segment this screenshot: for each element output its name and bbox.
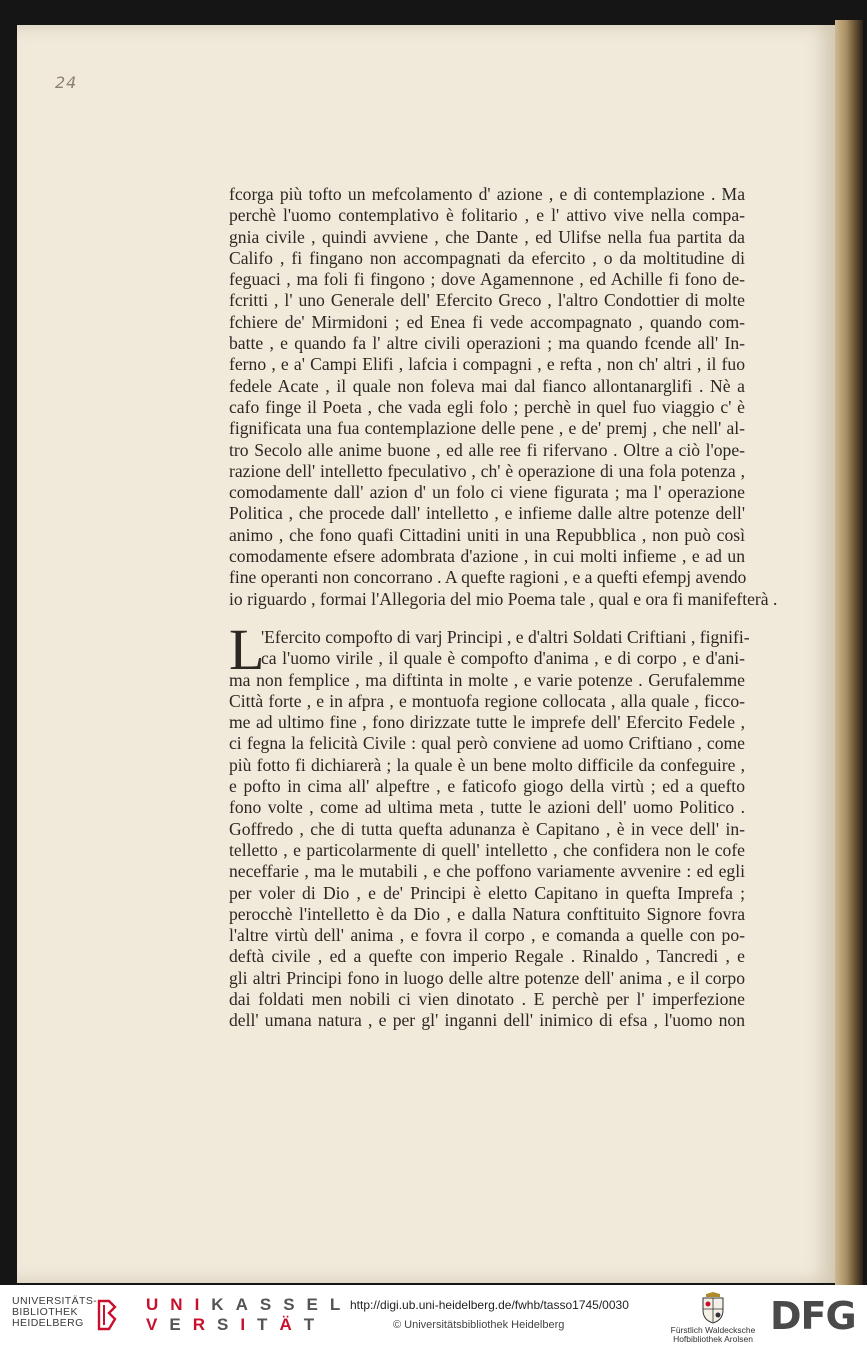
kassel-letter: V — [146, 1315, 170, 1334]
paragraph-1 — [229, 184, 778, 610]
text-line: Politica , che procede dall' intelletto , e infieme dalle altre potenze dell' — [229, 503, 745, 524]
heidelberg-logo-icon — [95, 1297, 121, 1333]
arolsen-library-name — [668, 1326, 758, 1344]
text-line: telletto , e particolarmente di quell' intelletto , che confidera non le cofe — [229, 839, 745, 860]
kassel-letter: K — [211, 1295, 236, 1314]
text-line: me ad ultimo fine , fono dirizzate tutte le imprefe dell' Efercito Fedele , — [229, 712, 745, 733]
text-line: fedele Acate , il quale non foleva mai dal fianco allontanarglifi . Nè a — [229, 375, 745, 396]
kassel-letter: A — [235, 1295, 260, 1314]
kassel-letter: S — [216, 1315, 241, 1334]
page-edge — [835, 20, 863, 1285]
arolsen-crest-icon — [700, 1292, 726, 1324]
kassel-bottom-row — [146, 1315, 352, 1335]
text-line: fcorga più tofto un mefcolamento d' azione , e di contemplazione . Ma — [229, 184, 745, 204]
kassel-letter: N — [170, 1295, 195, 1314]
text-line: dai foldati men nobili ci vien dinotato . E perchè per l' imperfezione — [229, 989, 745, 1010]
paragraph-2 — [229, 617, 750, 1032]
text-line: tro Secolo alle anime buone , ed alle ree fi rifervano . Oltre a ciò l'ope- — [229, 439, 745, 460]
text-line: ma non femplice , ma diftinta in molte , e varie potenze . Gerufalemme — [229, 669, 745, 690]
text-line: fine operanti non concorrano . A quefte ragioni , e a quefti efempj avendo — [229, 567, 747, 588]
text-line: cafo finge il Poeta , che vada egli folo ; perchè in quel fuo viaggio c' è — [229, 396, 745, 417]
text-line: comodamente dall' azion d' un folo ci viene figurata ; ma l' operazione — [229, 482, 745, 503]
kassel-letter: S — [283, 1295, 307, 1314]
source-url[interactable]: http://digi.ub.uni-heidelberg.de/fwhb/tasso1745/0030 — [350, 1298, 629, 1312]
text-line: gli altri Principi fono in luogo delle altre potenze dell' anima , e il corpo — [229, 967, 745, 988]
text-line: e pofto in cima all' alpeftre , e faticofo giogo della virtù ; ed a quefto — [229, 776, 745, 797]
kassel-letter: R — [192, 1315, 217, 1334]
footer-bar — [0, 1285, 867, 1347]
kassel-letter: U — [146, 1295, 171, 1314]
kassel-logo — [146, 1295, 352, 1335]
text-line: perocchè l'intelletto è da Dio , e dalla Natura conftituito Signore fovra — [229, 903, 745, 924]
text-line: per voler di Dio , e de' Principi è eletto Capitano in quefta Imprefa ; — [229, 882, 745, 903]
text-line: fignificata una fua contemplazione delle pene , e de' premj , che nell' al- — [229, 418, 745, 439]
text-line: neceffarie , ma le mutabili , e che poffono variamente avvenire : ed egli — [229, 861, 745, 882]
text-line: batte , e quando fa l' altre civili operazioni ; ma quando fcende all' In- — [229, 333, 745, 354]
arolsen-line: Fürstlich Waldecksche — [670, 1325, 756, 1335]
text-line: deftà civile , ed a quefte con imperio Regale . Rinaldo , Tancredi , e — [229, 946, 745, 967]
text-line: fchiere de' Mirmidoni ; ed Enea fi vede accompagnato , quando com- — [229, 311, 745, 332]
kassel-letter: Ä — [279, 1315, 304, 1334]
text-line: gnia civile , quindi avviene , che Dante , ed Ulifse nella fua partita da — [229, 226, 745, 247]
kassel-letter: S — [259, 1295, 284, 1314]
kassel-letter: I — [240, 1315, 258, 1334]
text-line: l'altre virtù dell' anima , e fovra il corpo , e comanda a quelle con po- — [229, 925, 745, 946]
text-line: comodamente efsere adombrata d'azione , in cui molti infieme , e ad un — [229, 546, 745, 567]
drop-cap: L — [229, 617, 265, 682]
kassel-letter: E — [169, 1315, 193, 1334]
heidelberg-line: UNIVERSITÄTS- — [12, 1295, 98, 1307]
folio-number: 24 — [55, 73, 78, 92]
arolsen-line: Hofbibliothek Arolsen — [673, 1334, 753, 1344]
heidelberg-library-name — [12, 1296, 97, 1329]
text-line: ferno , e a' Campi Elifi , lafcia i compagni , e refta , non ch' altri , il fuo — [229, 354, 745, 375]
kassel-top-row — [146, 1295, 352, 1315]
text-line: ci fegna la felicità Civile : qual però conviene ad uomo Criftiano , come — [229, 733, 745, 754]
text-line: dell' umana natura , e per gl' inganni dell' inimico di efsa , l'uomo non — [229, 1010, 745, 1031]
text-line: ca l'uomo virile , il quale è compofto d'anima , e di corpo , e d'ani- — [261, 648, 745, 669]
dfg-logo: DFG — [770, 1294, 856, 1338]
kassel-letter: T — [257, 1315, 280, 1334]
kassel-letter: E — [306, 1295, 330, 1314]
copyright-notice: © Universitätsbibliothek Heidelberg — [393, 1319, 565, 1331]
text-line: Califo , fi fingano non accompagnati da efercito , o da moltitudine di — [229, 247, 745, 268]
text-line: io riguardo , formai l'Allegoria del mio Poema tale , qual e ora fi manifefterà . — [229, 588, 778, 609]
text-line: feguaci , ma foli fi fingono ; dove Agamennone , ed Achille fi fono de- — [229, 269, 745, 290]
text-line: fono volte , come ad ultima meta , tutte le azioni dell' uomo Politico . — [229, 797, 745, 818]
text-line: animo , che fono quafi Cittadini uniti in una Repubblica , non può così — [229, 524, 745, 545]
kassel-letter: I — [194, 1295, 212, 1314]
text-line: 'Efercito compofto di varj Principi , e d'altri Soldati Criftiani , fignifi- — [261, 627, 750, 647]
heidelberg-line: BIBLIOTHEK — [12, 1306, 78, 1318]
text-line: Goffredo , che di tutta quefta adunanza è Capitano , è in vece dell' in- — [229, 818, 745, 839]
text-line: Città forte , e in afpra , e montuofa regione collocata , alla quale , ficco- — [229, 690, 745, 711]
text-line: perchè l'uomo contemplativo è folitario , e l' attivo vive nella compa- — [229, 205, 745, 226]
heidelberg-line: HEIDELBERG — [12, 1317, 84, 1329]
text-line: più fotto fi dichiarerà ; la quale è un bene molto difficile da confeguire , — [229, 754, 745, 775]
kassel-letter: L — [329, 1295, 353, 1314]
text-line: fcritti , l' uno Generale dell' Efercito Greco , l'altro Condottier di molte — [229, 290, 745, 311]
text-line: razione dell' intelletto fpeculativo , ch' è operazione di una fola potenza , — [229, 460, 745, 481]
kassel-letter: T — [303, 1315, 327, 1334]
